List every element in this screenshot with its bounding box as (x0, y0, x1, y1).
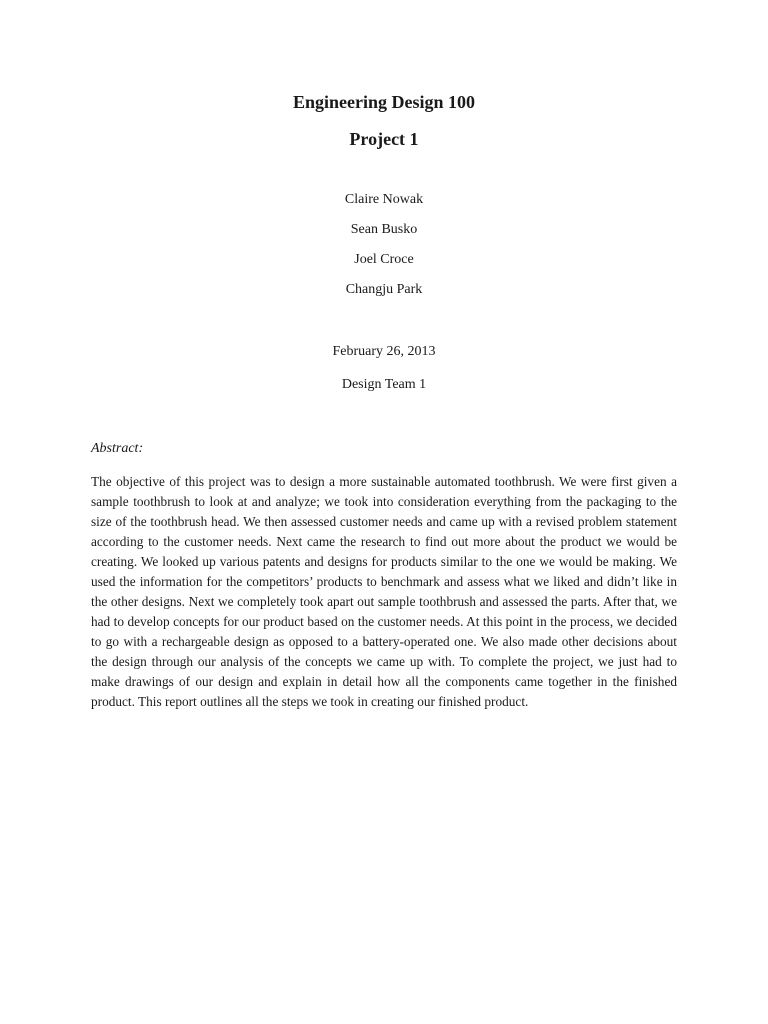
author-name: Joel Croce (354, 252, 414, 267)
report-date: February 26, 2013 (332, 344, 436, 359)
author-name: Claire Nowak (344, 192, 424, 207)
author-list (0, 191, 768, 311)
course-title: Engineering Design 100 (292, 92, 475, 112)
author-name: Changju Park (345, 282, 423, 297)
design-team: Design Team 1 (341, 377, 427, 392)
abstract-body: The objective of this project was to design a more sustainable automated toothbrush. We were first given a sample toothbrush to look at and analyze; we took into consideration everything from the packaging to the size of the toothbrush head. We then assessed customer needs and came up with a revised problem statement according to the customer needs. Next came the research to find out more about the product we would be creating. We looked up various patents and designs for products similar to the one we would be making. We used the information for the competitors’ products to benchmark and assess what we liked and didn’t like in the other designs. Next we completely took apart out sample toothbrush and assessed the parts. After that, we had to develop concepts for our product based on the customer needs. At this point in the process, we decided to go with a rechargeable design as opposed to a battery-operated one. We also made other decisions about the design through our analysis of the concepts we came up with. To complete the project, we just had to make drawings of our design and explain in detail how all the components came together in the finished product. This report outlines all the steps we took in creating our finished product. (91, 474, 677, 709)
author-name: Sean Busko (350, 222, 418, 237)
project-title: Project 1 (349, 129, 419, 149)
abstract-heading: Abstract: (91, 441, 144, 456)
